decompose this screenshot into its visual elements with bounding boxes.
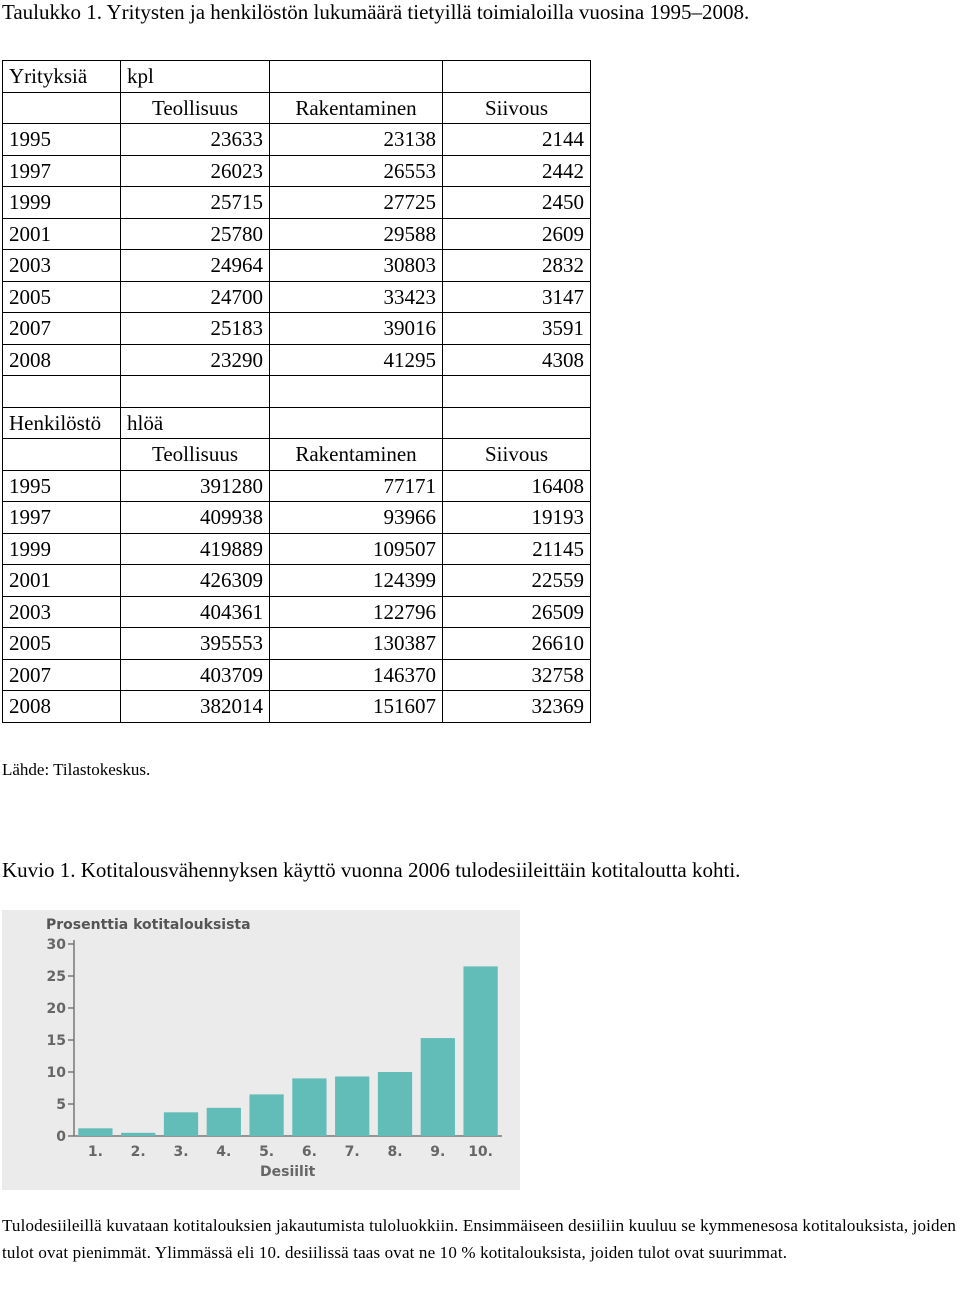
value-cell: 403709 [121,659,270,691]
x-tick-label: 2. [130,1144,146,1160]
column-header-row [3,92,591,124]
x-tick-label: 8. [387,1144,403,1160]
bar [78,1128,112,1136]
table-row [3,313,591,345]
column-header: Rakentaminen [270,92,443,124]
year-cell: 1997 [3,502,121,534]
column-header-row [3,439,591,471]
value-cell: 25780 [121,218,270,250]
value-cell: 24700 [121,281,270,313]
value-cell: 26553 [270,155,443,187]
x-tick-label: 9. [430,1144,446,1160]
table-row [3,470,591,502]
year-cell: 1995 [3,124,121,156]
table-row [3,533,591,565]
value-cell: 426309 [121,565,270,597]
value-cell: 26610 [443,628,591,660]
column-header: Teollisuus [121,92,270,124]
source-note: Lähde: Tilastokeskus. [2,760,151,779]
value-cell: 93966 [270,502,443,534]
section-unit: hlöä [121,407,270,439]
empty-cell [443,407,591,439]
section-label: Yrityksiä [3,61,121,93]
column-header: Teollisuus [121,439,270,471]
value-cell: 2832 [443,250,591,282]
empty-cell [270,61,443,93]
y-axis-label: Prosenttia kotitalouksista [46,917,251,933]
empty-cell [443,376,591,408]
y-tick-label: 5 [56,1097,66,1113]
value-cell: 26509 [443,596,591,628]
value-cell: 26023 [121,155,270,187]
table-row [3,218,591,250]
section-label-row [3,407,591,439]
value-cell: 146370 [270,659,443,691]
value-cell: 32369 [443,691,591,723]
value-cell: 419889 [121,533,270,565]
value-cell: 23633 [121,124,270,156]
year-cell: 2005 [3,281,121,313]
table-row [3,124,591,156]
year-cell: 2001 [3,565,121,597]
table-row [3,691,591,723]
value-cell: 33423 [270,281,443,313]
empty-cell [121,376,270,408]
year-cell: 1999 [3,533,121,565]
year-cell: 2007 [3,313,121,345]
value-cell: 29588 [270,218,443,250]
value-cell: 21145 [443,533,591,565]
x-tick-label: 7. [344,1144,360,1160]
table-row [3,250,591,282]
x-tick-label: 5. [259,1144,275,1160]
x-tick-label: 1. [87,1144,103,1160]
chart-footnote: Tulodesiileillä kuvataan kotitalouksien jakautumista tuloluokkiin. Ensimmäiseen desiiliin kuuluu se kymmenesosa kotitalouksista, joiden tulot ovat pienimmät. Ylimmässä eli 10. desiilissä taas ovat ne 10 % kotitalouksista, joiden tulot ovat suurimmat. [2,1216,957,1262]
table-row [3,187,591,219]
y-tick-label: 0 [56,1129,66,1145]
figure-title: Kuvio 1. Kotitalousvähennyksen käyttö vuonna 2006 tulodesiileittäin kotitaloutta kohti. [2,858,741,882]
empty-cell [270,407,443,439]
empty-cell [3,439,121,471]
value-cell: 124399 [270,565,443,597]
value-cell: 109507 [270,533,443,565]
table-row [3,155,591,187]
table-row [3,565,591,597]
value-cell: 23138 [270,124,443,156]
y-tick-label: 20 [46,1001,66,1017]
column-header: Rakentaminen [270,439,443,471]
value-cell: 19193 [443,502,591,534]
value-cell: 77171 [270,470,443,502]
empty-cell [270,376,443,408]
value-cell: 22559 [443,565,591,597]
spacer-row [3,376,591,408]
value-cell: 130387 [270,628,443,660]
year-cell: 2003 [3,250,121,282]
table-row [3,344,591,376]
bar [335,1076,369,1136]
value-cell: 41295 [270,344,443,376]
value-cell: 391280 [121,470,270,502]
bar [421,1038,455,1136]
x-tick-label: 3. [173,1144,189,1160]
value-cell: 25183 [121,313,270,345]
value-cell: 2609 [443,218,591,250]
y-tick-label: 10 [46,1065,66,1081]
value-cell: 3591 [443,313,591,345]
value-cell: 23290 [121,344,270,376]
value-cell: 24964 [121,250,270,282]
value-cell: 32758 [443,659,591,691]
table-title: Taulukko 1. Yritysten ja henkilöstön lukumäärä tietyillä toimialoilla vuosina 1995–2008. [2,0,750,24]
bar [249,1094,283,1136]
x-axis-label: Desiilit [260,1164,316,1180]
bar [121,1133,155,1136]
year-cell: 2001 [3,218,121,250]
empty-cell [3,92,121,124]
empty-cell [3,376,121,408]
bar [378,1072,412,1136]
year-cell: 2003 [3,596,121,628]
bar-chart-svg [2,910,520,1190]
section-unit: kpl [121,61,270,93]
value-cell: 2442 [443,155,591,187]
y-tick-label: 25 [46,969,66,985]
value-cell: 122796 [270,596,443,628]
year-cell: 2008 [3,691,121,723]
year-cell: 1999 [3,187,121,219]
x-tick-label: 4. [216,1144,232,1160]
year-cell: 1995 [3,470,121,502]
section-label: Henkilöstö [3,407,121,439]
y-tick-label: 30 [46,937,66,953]
bar [207,1108,241,1136]
year-cell: 1997 [3,155,121,187]
value-cell: 382014 [121,691,270,723]
value-cell: 2144 [443,124,591,156]
section-label-row [3,61,591,93]
value-cell: 151607 [270,691,443,723]
value-cell: 25715 [121,187,270,219]
x-tick-label: 10. [468,1144,494,1160]
value-cell: 30803 [270,250,443,282]
data-table [2,60,591,723]
value-cell: 27725 [270,187,443,219]
table-row [3,502,591,534]
bar [292,1078,326,1136]
table-row [3,281,591,313]
value-cell: 3147 [443,281,591,313]
table-row [3,596,591,628]
y-tick-label: 15 [46,1033,66,1049]
value-cell: 16408 [443,470,591,502]
year-cell: 2008 [3,344,121,376]
bar [164,1112,198,1136]
column-header: Siivous [443,439,591,471]
value-cell: 4308 [443,344,591,376]
table-row [3,628,591,660]
table-row [3,659,591,691]
year-cell: 2005 [3,628,121,660]
x-tick-label: 6. [301,1144,317,1160]
column-header: Siivous [443,92,591,124]
bar [463,966,497,1136]
value-cell: 395553 [121,628,270,660]
value-cell: 404361 [121,596,270,628]
year-cell: 2007 [3,659,121,691]
bar-chart [2,910,520,1190]
value-cell: 39016 [270,313,443,345]
value-cell: 409938 [121,502,270,534]
empty-cell [443,61,591,93]
value-cell: 2450 [443,187,591,219]
